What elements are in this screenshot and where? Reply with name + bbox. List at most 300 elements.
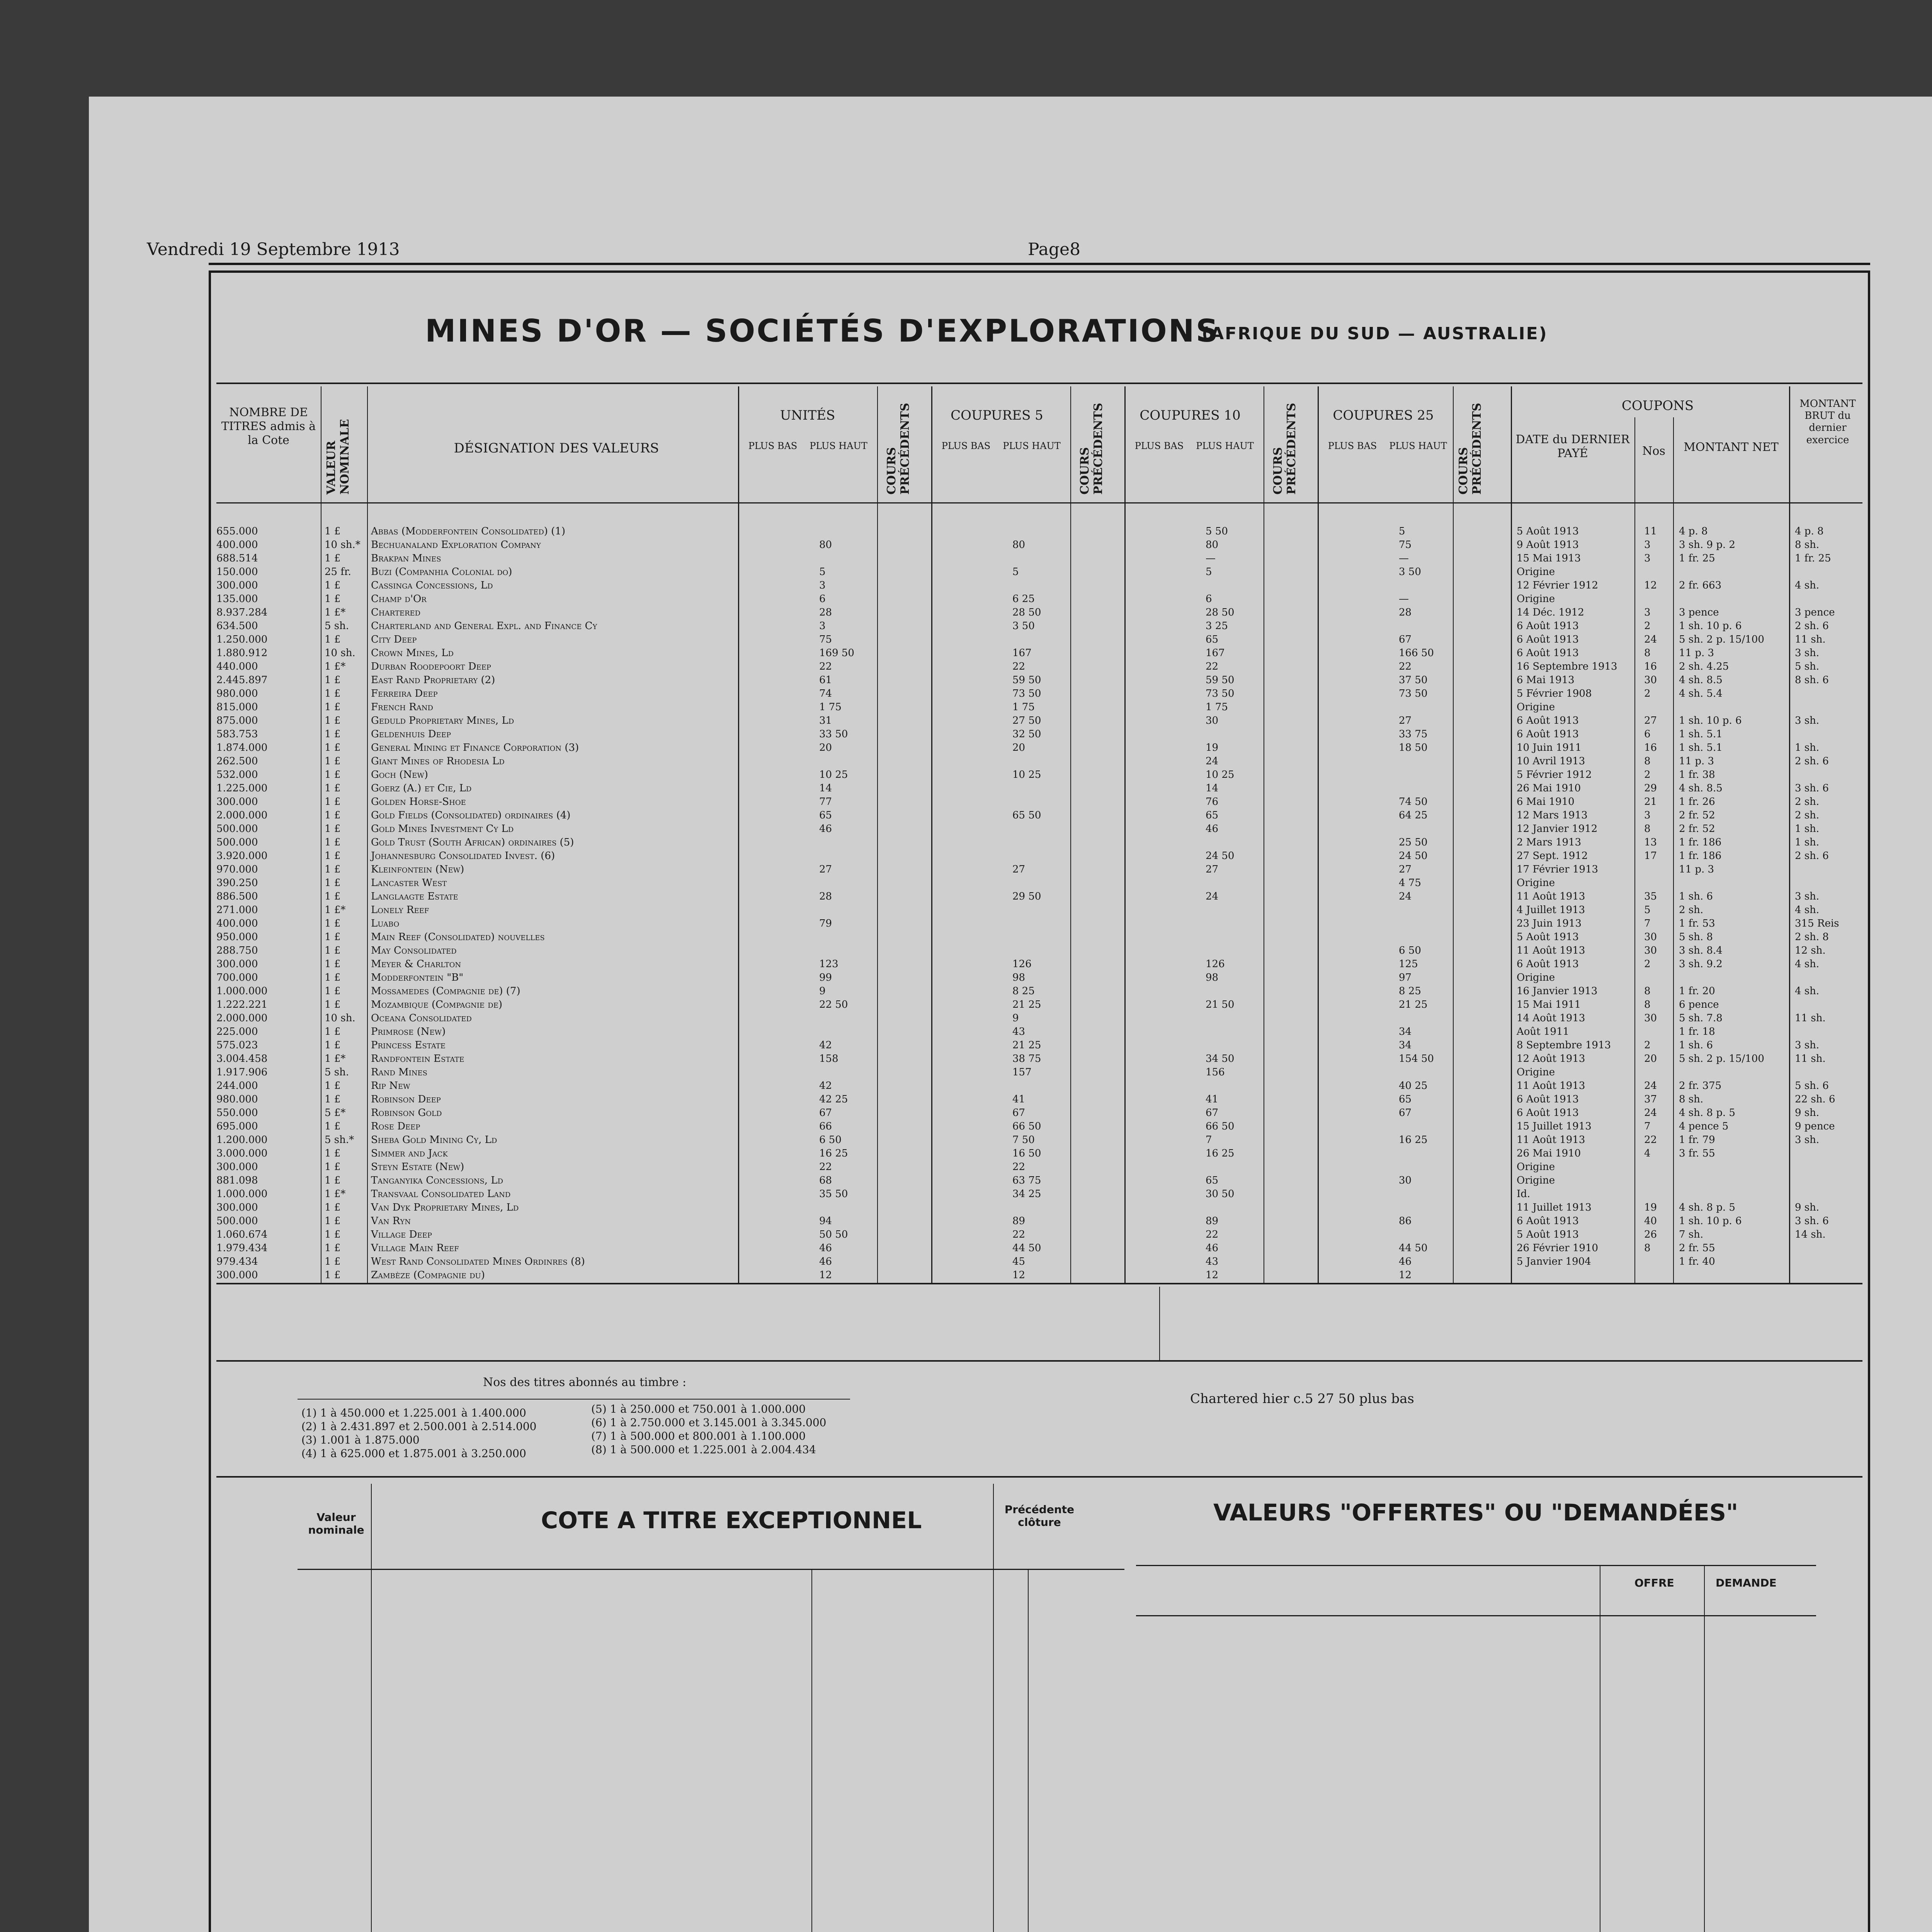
row-unites: 27 <box>819 864 832 875</box>
row-valeur: 1 £ <box>325 701 341 713</box>
row-designation: Simmer and Jack <box>371 1148 448 1159</box>
row-nombre: 1.225.000 <box>216 782 268 794</box>
row-coupures25: 27 <box>1399 864 1412 875</box>
row-no: 8 <box>1644 823 1651 835</box>
row-unites: 75 <box>819 634 832 645</box>
row-no: 35 <box>1644 891 1657 902</box>
row-nombre: 583.753 <box>216 728 258 740</box>
row-designation: Bechuanaland Exploration Company <box>371 539 541 551</box>
row-valeur: 1 £ <box>325 688 341 699</box>
row-valeur: 1 £ <box>325 1080 341 1092</box>
row-coupures5: 9 <box>1012 1012 1019 1024</box>
row-coupures10: 126 <box>1206 958 1225 970</box>
row-montant-brut: 2 sh. 6 <box>1795 755 1829 767</box>
row-designation: Lancaster West <box>371 877 447 889</box>
row-coupures5: 80 <box>1012 539 1026 551</box>
row-nombre: 950.000 <box>216 931 258 943</box>
row-date: 6 Août 1913 <box>1517 620 1579 632</box>
row-coupures5: 67 <box>1012 1107 1026 1119</box>
row-nombre: 3.000.000 <box>216 1148 268 1159</box>
row-montant-net: 3 sh. 9.2 <box>1679 958 1723 970</box>
row-nombre: 2.000.000 <box>216 1012 268 1024</box>
row-coupures10: 65 <box>1206 1175 1219 1186</box>
row-coupures25: 64 25 <box>1399 810 1428 821</box>
row-coupures10: 24 50 <box>1206 850 1235 862</box>
row-montant-net: 3 sh. 9 p. 2 <box>1679 539 1735 551</box>
title-rule <box>216 383 1862 384</box>
row-no: 2 <box>1644 620 1651 632</box>
row-coupures25: 34 <box>1399 1039 1412 1051</box>
row-date: 15 Juillet 1913 <box>1517 1121 1592 1132</box>
row-montant-net: 2 fr. 663 <box>1679 580 1722 591</box>
header-page: Page8 <box>1028 240 1081 259</box>
row-montant-brut: 3 sh. 6 <box>1795 1215 1829 1227</box>
row-unites: 66 <box>819 1121 832 1132</box>
row-date: 6 Août 1913 <box>1517 1215 1579 1227</box>
row-coupures10: 167 <box>1206 647 1225 659</box>
row-unites: 46 <box>819 1242 832 1254</box>
row-no: 11 <box>1644 526 1657 537</box>
row-montant-brut: 9 pence <box>1795 1121 1835 1132</box>
row-coupures25: 5 <box>1399 526 1405 537</box>
row-designation: Transvaal Consolidated Land <box>371 1188 511 1200</box>
row-no: 2 <box>1644 769 1651 781</box>
col-coupures10: COUPURES 10 <box>1139 408 1241 423</box>
row-date: Origine <box>1517 1066 1555 1078</box>
row-montant-brut: 5 sh. 6 <box>1795 1080 1829 1092</box>
row-date: 15 Mai 1913 <box>1517 553 1581 564</box>
row-nombre: 532.000 <box>216 769 258 781</box>
row-unites: 80 <box>819 539 832 551</box>
row-designation: Rand Mines <box>371 1066 427 1078</box>
row-nombre: 300.000 <box>216 1202 258 1213</box>
row-nombre: 400.000 <box>216 918 258 929</box>
row-coupures25: 21 25 <box>1399 999 1428 1010</box>
col-date: DATE du DERNIER PAYÉ <box>1515 433 1630 460</box>
row-montant-net: 4 sh. 8 p. 5 <box>1679 1107 1735 1119</box>
cote-valeur-nominale: Valeur nominale <box>308 1511 364 1536</box>
row-coupures10: 65 <box>1206 810 1219 821</box>
row-coupures5: 3 50 <box>1012 620 1035 632</box>
vline-3 <box>738 386 739 1283</box>
row-unites: 65 <box>819 810 832 821</box>
row-coupures10: 12 <box>1206 1269 1219 1281</box>
row-montant-net: 4 sh. 8.5 <box>1679 674 1723 686</box>
stamp-right-1: (5) 1 à 250.000 et 750.001 à 1.000.000 <box>591 1403 806 1415</box>
row-unites: 77 <box>819 796 832 808</box>
row-date: 5 Février 1912 <box>1517 769 1592 781</box>
row-unites: 42 <box>819 1080 832 1092</box>
row-nombre: 575.023 <box>216 1039 258 1051</box>
row-designation: Gold Trust (South African) ordinaires (5) <box>371 837 574 848</box>
vline-12 <box>1634 417 1635 1283</box>
row-date: 6 Août 1913 <box>1517 647 1579 659</box>
row-nombre: 875.000 <box>216 715 258 726</box>
row-designation: Gold Fields (Consolidated) ordinaires (4) <box>371 810 571 821</box>
row-designation: Village Deep <box>371 1229 432 1240</box>
row-no: 17 <box>1644 850 1657 862</box>
row-date: 5 Août 1913 <box>1517 526 1579 537</box>
row-nombre: 500.000 <box>216 837 258 848</box>
row-valeur: 1 £* <box>325 607 346 618</box>
row-nombre: 980.000 <box>216 1094 258 1105</box>
row-coupures10: 19 <box>1206 742 1219 753</box>
row-no: 16 <box>1644 661 1657 672</box>
row-designation: Mossamedes (Compagnie de) (7) <box>371 985 520 997</box>
row-coupures25: 8 25 <box>1399 985 1421 997</box>
col-cours-prec-3: COURS PRÉCÉDENTS <box>1271 403 1298 495</box>
row-unites: 74 <box>819 688 832 699</box>
vline-14 <box>1789 386 1790 1283</box>
row-nombre: 881.098 <box>216 1175 258 1186</box>
row-date: 6 Août 1913 <box>1517 1094 1579 1105</box>
row-montant-net: 4 sh. 5.4 <box>1679 688 1723 699</box>
row-designation: Zambèze (Compagnie du) <box>371 1269 485 1281</box>
row-montant-net: 1 sh. 5.1 <box>1679 742 1723 753</box>
row-nombre: 8.937.284 <box>216 607 268 618</box>
row-valeur: 1 £ <box>325 891 341 902</box>
row-designation: West Rand Consolidated Mines Ordinres (8) <box>371 1256 585 1267</box>
row-valeur: 1 £ <box>325 918 341 929</box>
row-montant-net: 2 sh. 4.25 <box>1679 661 1729 672</box>
row-montant-brut: 3 sh. 6 <box>1795 782 1829 794</box>
row-designation: General Mining et Finance Corporation (3) <box>371 742 579 753</box>
row-coupures25: 65 <box>1399 1094 1412 1105</box>
row-valeur: 1 £ <box>325 526 341 537</box>
row-unites: 158 <box>819 1053 838 1065</box>
row-coupures10: 30 50 <box>1206 1188 1235 1200</box>
row-montant-net: 5 sh. 7.8 <box>1679 1012 1723 1024</box>
col-unites: UNITÉS <box>780 408 835 423</box>
row-coupures5: 89 <box>1012 1215 1026 1227</box>
row-coupures5: 22 <box>1012 1229 1026 1240</box>
row-designation: Golden Horse-Shoe <box>371 796 466 808</box>
row-valeur: 1 £ <box>325 999 341 1010</box>
cote-vline-1 <box>371 1484 372 1932</box>
row-no: 8 <box>1644 647 1651 659</box>
row-valeur: 1 £ <box>325 985 341 997</box>
row-valeur: 10 sh. <box>325 647 355 659</box>
row-date: Origine <box>1517 1175 1555 1186</box>
row-nombre: 695.000 <box>216 1121 258 1132</box>
row-date: 6 Mai 1913 <box>1517 674 1575 686</box>
col-cours-prec-1: COURS PRÉCÉDENTS <box>885 403 912 495</box>
row-montant-net: 7 sh. <box>1679 1229 1704 1240</box>
row-coupures5: 22 <box>1012 661 1026 672</box>
row-date: 10 Juin 1911 <box>1517 742 1582 753</box>
row-valeur: 5 sh.* <box>325 1134 354 1146</box>
row-coupures25: 46 <box>1399 1256 1412 1267</box>
offertes-rule-2 <box>1136 1615 1816 1616</box>
row-nombre: 390.250 <box>216 877 258 889</box>
row-coupures5: 16 50 <box>1012 1148 1041 1159</box>
row-montant-brut: 4 sh. <box>1795 580 1820 591</box>
row-no: 21 <box>1644 796 1657 808</box>
row-coupures5: 44 50 <box>1012 1242 1041 1254</box>
row-valeur: 1 £ <box>325 1094 341 1105</box>
row-date: 11 Août 1913 <box>1517 1080 1585 1092</box>
row-no: 8 <box>1644 1242 1651 1254</box>
row-unites: 3 <box>819 580 826 591</box>
row-date: 11 Août 1913 <box>1517 1134 1585 1146</box>
row-coupures25: 44 50 <box>1399 1242 1428 1254</box>
row-unites: 6 50 <box>819 1134 842 1146</box>
row-nombre: 979.434 <box>216 1256 258 1267</box>
row-date: 6 Août 1913 <box>1517 958 1579 970</box>
row-montant-net: 5 sh. 2 p. 15/100 <box>1679 634 1764 645</box>
row-coupures10: 1 75 <box>1206 701 1228 713</box>
row-coupures10: 80 <box>1206 539 1219 551</box>
row-nombre: 3.920.000 <box>216 850 268 862</box>
row-coupures25: 6 50 <box>1399 945 1421 956</box>
row-no: 16 <box>1644 742 1657 753</box>
row-montant-brut: 12 sh. <box>1795 945 1826 956</box>
row-designation: Rip New <box>371 1080 410 1092</box>
row-designation: Steyn Estate (New) <box>371 1161 464 1173</box>
row-coupures10: 14 <box>1206 782 1219 794</box>
row-coupures5: 126 <box>1012 958 1032 970</box>
row-no: 30 <box>1644 945 1657 956</box>
cote-title: COTE A TITRE EXCEPTIONNEL <box>541 1507 922 1534</box>
row-no: 13 <box>1644 837 1657 848</box>
row-no: 22 <box>1644 1134 1657 1146</box>
row-valeur: 1 £ <box>325 593 341 605</box>
col-cours-prec-2: COURS PRÉCÉDENTS <box>1078 403 1105 495</box>
row-designation: Charterland and General Expl. and Finance Cy <box>371 620 597 632</box>
row-unites: 28 <box>819 891 832 902</box>
row-montant-net: 4 sh. 8 p. 5 <box>1679 1202 1735 1213</box>
row-montant-net: 3 sh. 8.4 <box>1679 945 1723 956</box>
row-coupures10: 46 <box>1206 1242 1219 1254</box>
row-montant-net: 3 fr. 55 <box>1679 1148 1715 1159</box>
sub-plus-haut-2: PLUS HAUT <box>1003 440 1061 451</box>
row-coupures5: 7 50 <box>1012 1134 1035 1146</box>
row-valeur: 1 £ <box>325 1121 341 1132</box>
row-coupures10: 3 25 <box>1206 620 1228 632</box>
row-coupures10: 98 <box>1206 972 1219 983</box>
main-title: MINES D'OR — SOCIÉTÉS D'EXPLORATIONS <box>425 313 1220 349</box>
row-montant-net: 1 fr. 20 <box>1679 985 1715 997</box>
row-valeur: 1 £ <box>325 1161 341 1173</box>
row-no: 26 <box>1644 1229 1657 1240</box>
row-date: 9 Août 1913 <box>1517 539 1579 551</box>
row-unites: 12 <box>819 1269 832 1281</box>
row-montant-brut: 1 sh. <box>1795 823 1820 835</box>
row-montant-brut: 8 sh. 6 <box>1795 674 1829 686</box>
row-designation: East Rand Proprietary (2) <box>371 674 495 686</box>
row-date: 6 Mai 1910 <box>1517 796 1575 808</box>
row-coupures5: 20 <box>1012 742 1026 753</box>
row-valeur: 5 sh. <box>325 620 349 632</box>
row-coupures25: 67 <box>1399 1107 1412 1119</box>
row-coupures5: 1 75 <box>1012 701 1035 713</box>
row-nombre: 700.000 <box>216 972 258 983</box>
row-montant-brut: 9 sh. <box>1795 1202 1820 1213</box>
row-montant-brut: 8 sh. <box>1795 539 1820 551</box>
row-designation: Van Ryn <box>371 1215 411 1227</box>
row-coupures5: 63 75 <box>1012 1175 1041 1186</box>
row-designation: Robinson Gold <box>371 1107 442 1119</box>
row-designation: Goch (New) <box>371 769 428 781</box>
row-coupures25: 154 50 <box>1399 1053 1434 1065</box>
row-nombre: 244.000 <box>216 1080 258 1092</box>
row-coupures5: 12 <box>1012 1269 1026 1281</box>
row-coupures25: 25 50 <box>1399 837 1428 848</box>
row-designation: Goerz (A.) et Cie, Ld <box>371 782 472 794</box>
row-nombre: 271.000 <box>216 904 258 916</box>
row-coupures5: 6 25 <box>1012 593 1035 605</box>
offertes-rule-1 <box>1136 1565 1816 1566</box>
row-unites: 31 <box>819 715 832 726</box>
row-nombre: 440.000 <box>216 661 258 672</box>
row-montant-net: 1 sh. 10 p. 6 <box>1679 1215 1742 1227</box>
row-montant-net: 1 fr. 79 <box>1679 1134 1715 1146</box>
row-nombre: 300.000 <box>216 958 258 970</box>
row-coupures10: 22 <box>1206 661 1219 672</box>
row-coupures10: 6 <box>1206 593 1212 605</box>
row-nombre: 288.750 <box>216 945 258 956</box>
row-montant-net: 2 fr. 55 <box>1679 1242 1715 1254</box>
row-coupures25: 73 50 <box>1399 688 1428 699</box>
row-montant-net: 2 fr. 52 <box>1679 823 1715 835</box>
row-montant-net: 3 pence <box>1679 607 1719 618</box>
row-montant-brut: 11 sh. <box>1795 634 1826 645</box>
row-unites: 46 <box>819 1256 832 1267</box>
row-date: 5 Août 1913 <box>1517 931 1579 943</box>
row-designation: Randfontein Estate <box>371 1053 464 1065</box>
row-unites: 22 <box>819 661 832 672</box>
row-coupures10: 73 50 <box>1206 688 1235 699</box>
row-designation: Giant Mines of Rhodesia Ld <box>371 755 505 767</box>
row-date: 16 Janvier 1913 <box>1517 985 1598 997</box>
row-coupures10: 66 50 <box>1206 1121 1235 1132</box>
row-designation: Gold Mines Investment Cy Ld <box>371 823 514 835</box>
offertes-vline-2 <box>1704 1565 1705 1932</box>
row-nombre: 262.500 <box>216 755 258 767</box>
row-valeur: 1 £ <box>325 823 341 835</box>
row-no: 24 <box>1644 634 1657 645</box>
row-unites: 61 <box>819 674 832 686</box>
row-designation: Kleinfontein (New) <box>371 864 464 875</box>
row-montant-net: 5 sh. 8 <box>1679 931 1713 943</box>
row-montant-net: 1 sh. 5.1 <box>1679 728 1723 740</box>
row-montant-brut: 3 sh. <box>1795 891 1820 902</box>
row-valeur: 1 £ <box>325 810 341 821</box>
row-date: 11 Août 1913 <box>1517 945 1585 956</box>
row-valeur: 1 £ <box>325 742 341 753</box>
row-no: 24 <box>1644 1107 1657 1119</box>
sub-plus-haut-3: PLUS HAUT <box>1196 440 1254 451</box>
row-designation: Champ d'Or <box>371 593 427 605</box>
row-no: 24 <box>1644 1080 1657 1092</box>
row-unites: 99 <box>819 972 832 983</box>
row-nombre: 500.000 <box>216 823 258 835</box>
row-coupures25: 75 <box>1399 539 1412 551</box>
row-coupures10: 22 <box>1206 1229 1219 1240</box>
row-nombre: 886.500 <box>216 891 258 902</box>
row-coupures25: 86 <box>1399 1215 1412 1227</box>
row-montant-brut: 14 sh. <box>1795 1229 1826 1240</box>
row-designation: Buzi (Companhia Colonial do) <box>371 566 512 578</box>
row-valeur: 5 sh. <box>325 1066 349 1078</box>
stamp-left-1: (1) 1 à 450.000 et 1.225.001 à 1.400.000 <box>301 1406 526 1419</box>
row-unites: 42 25 <box>819 1094 848 1105</box>
row-coupures25: 40 25 <box>1399 1080 1428 1092</box>
row-coupures5: 29 50 <box>1012 891 1041 902</box>
row-valeur: 1 £ <box>325 1026 341 1037</box>
row-valeur: 1 £ <box>325 1269 341 1281</box>
row-nombre: 500.000 <box>216 1215 258 1227</box>
row-unites: 68 <box>819 1175 832 1186</box>
row-valeur: 1 £ <box>325 728 341 740</box>
row-valeur: 1 £ <box>325 1039 341 1051</box>
row-date: 11 Août 1913 <box>1517 891 1585 902</box>
row-montant-brut: 22 sh. 6 <box>1795 1094 1835 1105</box>
row-no: 12 <box>1644 580 1657 591</box>
sub-plus-bas-3: PLUS BAS <box>1134 440 1184 451</box>
stamps-title: Nos des titres abonnés au timbre : <box>483 1376 687 1389</box>
row-no: 4 <box>1644 1148 1651 1159</box>
row-unites: 94 <box>819 1215 832 1227</box>
row-no: 30 <box>1644 1012 1657 1024</box>
row-date: Origine <box>1517 877 1555 889</box>
row-coupures25: 125 <box>1399 958 1418 970</box>
row-designation: Abbas (Modderfontein Consolidated) (1) <box>371 526 565 537</box>
row-date: 12 Août 1913 <box>1517 1053 1585 1065</box>
row-unites: 20 <box>819 742 832 753</box>
row-nombre: 1.250.000 <box>216 634 268 645</box>
row-montant-net: 5 sh. 2 p. 15/100 <box>1679 1053 1764 1065</box>
row-designation: French Rand <box>371 701 433 713</box>
stamp-right-3: (7) 1 à 500.000 et 800.001 à 1.100.000 <box>591 1430 806 1442</box>
row-coupures5: 157 <box>1012 1066 1032 1078</box>
row-nombre: 1.917.906 <box>216 1066 268 1078</box>
row-coupures5: 98 <box>1012 972 1026 983</box>
stamps-bottom-rule <box>216 1476 1862 1478</box>
row-date: Origine <box>1517 593 1555 605</box>
row-date: Août 1911 <box>1517 1026 1570 1037</box>
row-coupures25: 33 75 <box>1399 728 1428 740</box>
row-unites: 50 50 <box>819 1229 848 1240</box>
row-montant-net: 1 sh. 10 p. 6 <box>1679 620 1742 632</box>
header-rule <box>209 263 1870 265</box>
row-unites: 67 <box>819 1107 832 1119</box>
row-date: 5 Février 1908 <box>1517 688 1592 699</box>
row-date: 27 Sept. 1912 <box>1517 850 1588 862</box>
row-montant-brut: 2 sh. <box>1795 810 1820 821</box>
row-montant-net: 1 fr. 40 <box>1679 1256 1715 1267</box>
row-no: 3 <box>1644 539 1651 551</box>
row-coupures25: 27 <box>1399 715 1412 726</box>
main-subtitle: (AFRIQUE DU SUD — AUSTRALIE) <box>1202 324 1548 344</box>
row-coupures25: — <box>1399 593 1409 605</box>
row-valeur: 1 £ <box>325 674 341 686</box>
row-designation: Village Main Reef <box>371 1242 459 1254</box>
row-designation: Sheba Gold Mining Cy, Ld <box>371 1134 497 1146</box>
row-coupures10: 43 <box>1206 1256 1219 1267</box>
stamps-vline <box>1159 1287 1160 1360</box>
row-unites: 33 50 <box>819 728 848 740</box>
row-designation: Geldenhuis Deep <box>371 728 451 740</box>
row-designation: City Deep <box>371 634 417 645</box>
row-no: 8 <box>1644 985 1651 997</box>
row-nombre: 1.000.000 <box>216 985 268 997</box>
row-date: 15 Mai 1911 <box>1517 999 1581 1010</box>
row-coupures5: 10 25 <box>1012 769 1041 781</box>
sub-plus-bas-2: PLUS BAS <box>941 440 991 451</box>
row-date: 8 Septembre 1913 <box>1517 1039 1611 1051</box>
row-nombre: 1.200.000 <box>216 1134 268 1146</box>
